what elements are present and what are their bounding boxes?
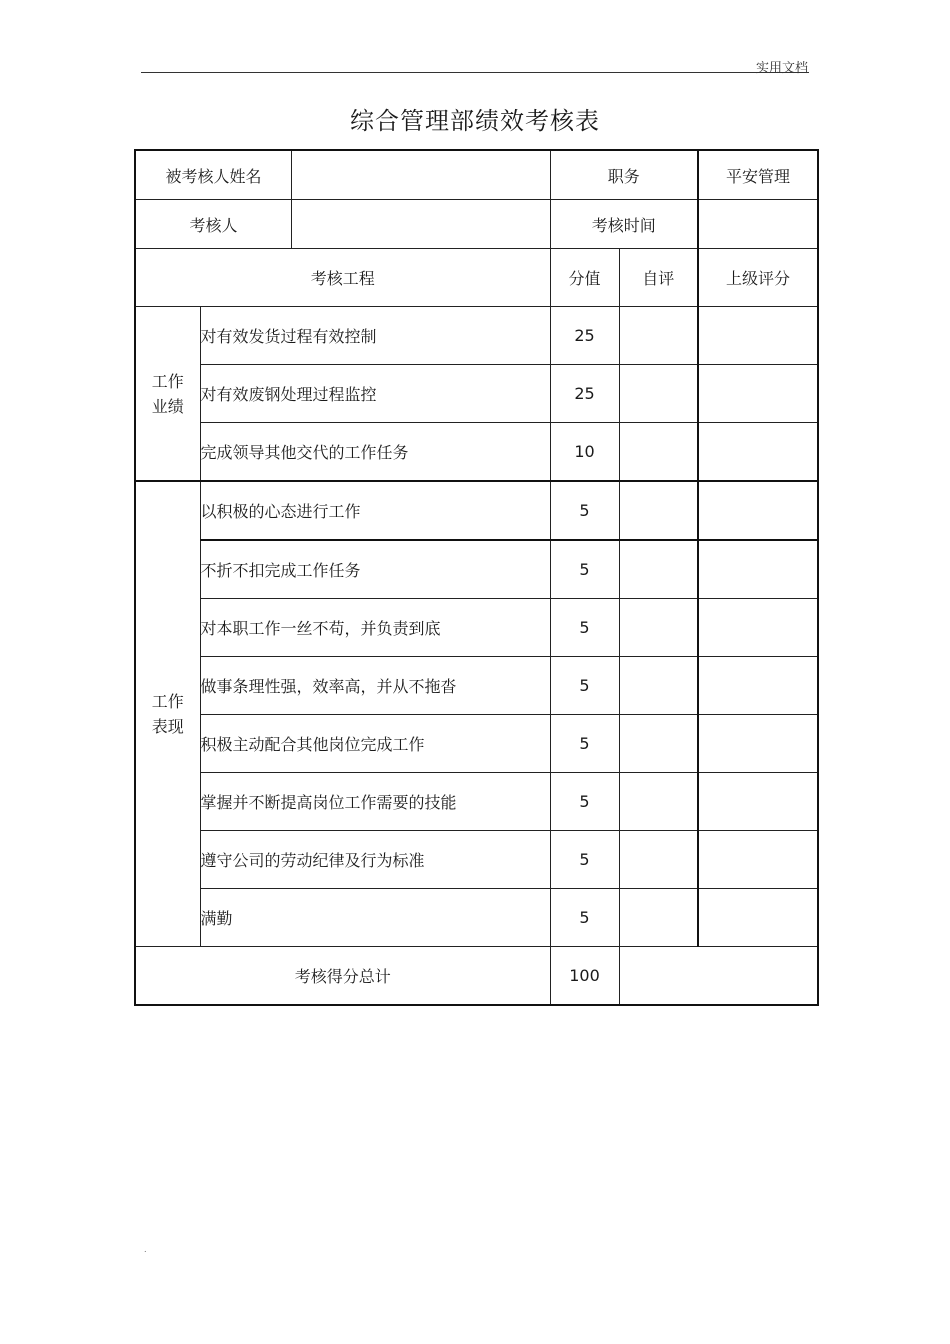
table-row <box>135 657 818 715</box>
header-rule <box>141 72 809 73</box>
total-result-field[interactable] <box>619 947 818 1006</box>
info-row-assessor <box>135 200 818 249</box>
item-score: 25 <box>550 307 619 365</box>
total-label: 考核得分总计 <box>135 947 550 1006</box>
table-row <box>135 889 818 947</box>
column-header-self: 自评 <box>619 249 698 307</box>
self-score-field[interactable] <box>619 831 698 889</box>
self-score-field[interactable] <box>619 481 698 540</box>
self-score-field[interactable] <box>619 365 698 423</box>
self-score-field[interactable] <box>619 889 698 947</box>
item-score: 5 <box>550 889 619 947</box>
superior-score-field[interactable] <box>698 423 818 482</box>
total-row <box>135 947 818 1006</box>
table-row <box>135 773 818 831</box>
column-header-superior: 上级评分 <box>698 249 818 307</box>
item-score: 25 <box>550 365 619 423</box>
superior-score-field[interactable] <box>698 540 818 599</box>
item-text: 不折不扣完成工作任务 <box>200 540 550 599</box>
item-text: 完成领导其他交代的工作任务 <box>200 423 550 482</box>
name-field[interactable] <box>292 151 550 199</box>
assessor-cell <box>135 200 550 249</box>
info-row-name <box>135 150 818 200</box>
self-score-field[interactable] <box>619 715 698 773</box>
item-score: 5 <box>550 831 619 889</box>
superior-score-field[interactable] <box>698 773 818 831</box>
superior-score-field[interactable] <box>698 365 818 423</box>
item-score: 5 <box>550 599 619 657</box>
name-label: 被考核人姓名 <box>136 151 292 199</box>
item-text: 掌握并不断提高岗位工作需要的技能 <box>200 773 550 831</box>
self-score-field[interactable] <box>619 307 698 365</box>
time-label: 考核时间 <box>550 200 698 249</box>
superior-score-field[interactable] <box>698 889 818 947</box>
document-title: 综合管理部绩效考核表 <box>350 107 600 135</box>
superior-score-field[interactable] <box>698 831 818 889</box>
table-row <box>135 423 818 482</box>
table-row <box>135 540 818 599</box>
section-title-conduct: 工作 表现 <box>135 481 200 947</box>
item-score: 5 <box>550 540 619 599</box>
table-row <box>135 365 818 423</box>
item-text: 做事条理性强，效率高，并从不拖沓 <box>200 657 550 715</box>
item-text: 积极主动配合其他岗位完成工作 <box>200 715 550 773</box>
column-header-item: 考核工程 <box>135 249 550 307</box>
footer-mark: . <box>144 1245 147 1254</box>
column-header-score: 分值 <box>550 249 619 307</box>
table-row <box>135 481 818 540</box>
item-text: 遵守公司的劳动纪律及行为标准 <box>200 831 550 889</box>
self-score-field[interactable] <box>619 423 698 482</box>
table-row <box>135 307 818 365</box>
superior-score-field[interactable] <box>698 657 818 715</box>
superior-score-field[interactable] <box>698 599 818 657</box>
table-row <box>135 831 818 889</box>
item-score: 5 <box>550 657 619 715</box>
table-row <box>135 715 818 773</box>
item-score: 5 <box>550 715 619 773</box>
item-score: 10 <box>550 423 619 482</box>
item-score: 5 <box>550 773 619 831</box>
position-value[interactable]: 平安管理 <box>698 150 818 200</box>
table-row <box>135 599 818 657</box>
self-score-field[interactable] <box>619 540 698 599</box>
self-score-field[interactable] <box>619 599 698 657</box>
assessment-table <box>134 149 819 1006</box>
item-text: 对有效废钢处理过程监控 <box>200 365 550 423</box>
time-field[interactable] <box>698 200 818 249</box>
item-text: 对有效发货过程有效控制 <box>200 307 550 365</box>
column-header-row <box>135 249 818 307</box>
self-score-field[interactable] <box>619 773 698 831</box>
section-title-performance: 工作 业绩 <box>135 307 200 482</box>
superior-score-field[interactable] <box>698 715 818 773</box>
self-score-field[interactable] <box>619 657 698 715</box>
item-score: 5 <box>550 481 619 540</box>
assessor-field[interactable] <box>292 200 550 248</box>
superior-score-field[interactable] <box>698 481 818 540</box>
item-text: 对本职工作一丝不苟，并负责到底 <box>200 599 550 657</box>
item-text: 以积极的心态进行工作 <box>200 481 550 540</box>
name-cell <box>135 150 550 200</box>
header-label: 实用文档 <box>755 61 808 76</box>
superior-score-field[interactable] <box>698 307 818 365</box>
total-score: 100 <box>550 947 619 1006</box>
position-label: 职务 <box>550 150 698 200</box>
assessor-label: 考核人 <box>136 200 292 248</box>
item-text: 满勤 <box>200 889 550 947</box>
